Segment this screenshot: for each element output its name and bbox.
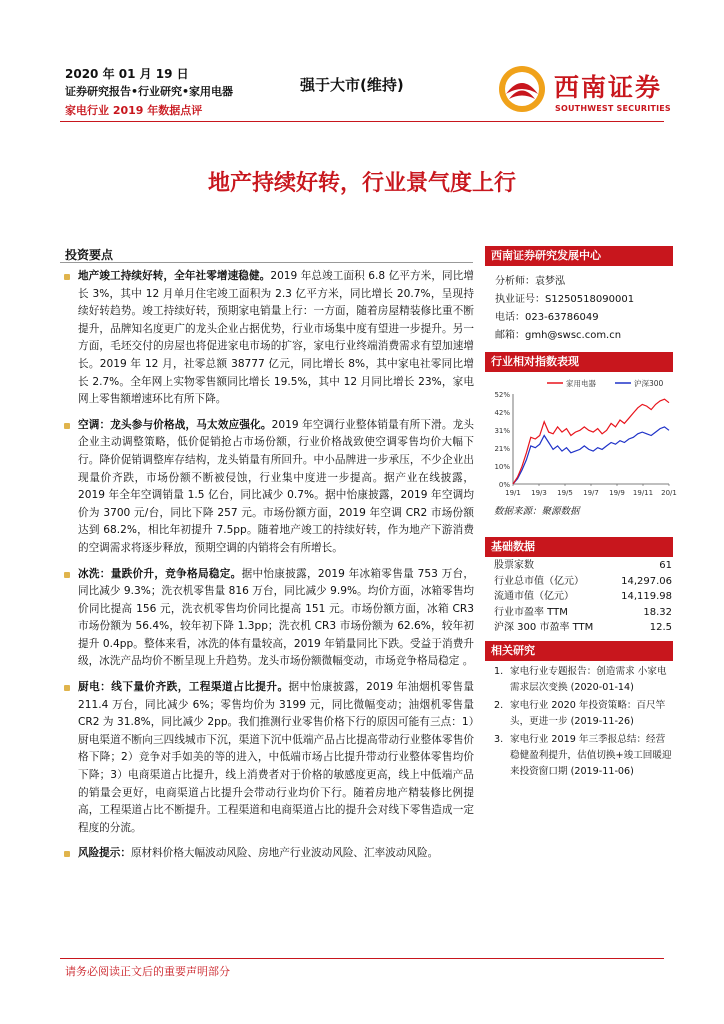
section-label: 投资要点: [65, 248, 114, 262]
related-item-number: 1.: [494, 666, 504, 677]
related-research-header: 相关研究: [485, 641, 673, 661]
analyst-info: [495, 273, 683, 345]
x-tick-label: 19/11: [632, 489, 654, 497]
related-item[interactable]: [494, 698, 672, 730]
series-line: [513, 427, 669, 484]
legend-label: 家用电器: [566, 379, 596, 388]
bullet-text: 原材料价格大幅波动风险、房地产行业波动风险、汇率波动风险。: [130, 847, 439, 860]
bullet-heading: 风险提示：: [78, 847, 131, 860]
footer-disclaimer: 请务必阅读正文后的重要声明部分: [65, 965, 230, 978]
company-logo: [497, 62, 672, 120]
bullet-icon: [64, 572, 70, 578]
chart-source: 数据来源：聚源数据: [494, 506, 580, 517]
research-center-header: 西南证券研究发展中心: [485, 246, 673, 266]
basic-data-header: 基础数据: [485, 537, 673, 557]
basic-data-row: [494, 620, 672, 636]
bullet-icon: [64, 851, 70, 857]
stat-label: 股票家数: [494, 560, 534, 571]
bullet-heading: 厨电：线下量价齐跌，工程渠道占比提升。: [78, 681, 289, 694]
related-item[interactable]: [494, 732, 672, 780]
investment-points: [62, 268, 474, 871]
y-tick-label: 21%: [494, 445, 510, 453]
x-tick-label: 19/3: [531, 489, 547, 497]
legend-label: 沪深300: [634, 379, 664, 388]
related-item-number: 3.: [494, 734, 504, 745]
bullet-text: 2019 年空调行业整体销量有所下滑。龙头企业主动调整策略，低价促销抢占市场份额，行业价格战致使空调零售均价大幅下行。降价促销调整库存结构，龙头销量有所回升。中小品牌进一步承压，不少企业出现量价齐跌，市场份额不断被侵蚀，行业集中度进一步提高。据产业在线披露，2019 年全年空调销量 1.5 亿台，同比减少 0.7%。据中怡康披露，2019 年空调均价为 3700 元/台，同比下降 257 元。市场份额方面，2019 年空调 CR2 市场份额达到 68.2%，相比年初提升 7.5pp。随着地产竣工的持续好转，作为地产下游消费的空调需求将逐步释放，预期空调的内销将会有所增长。: [78, 418, 475, 554]
footer-divider: [60, 958, 664, 959]
bullet-point: [62, 566, 474, 672]
bullet-point: [62, 845, 474, 863]
relative-index-chart: [485, 374, 677, 500]
y-tick-label: 10%: [494, 463, 510, 471]
report-type: 证券研究报告•行业研究•家用电器: [65, 85, 234, 98]
related-item-text: 家电行业 2019 年三季报总结：经营稳健盈利提升，估值切换+竣工回暖迎来投资窗口期 (2019-11-06): [510, 734, 672, 777]
related-item-text: 家电行业 2020 年投资策略：百尺竿头，更进一步 (2019-11-26): [510, 700, 666, 727]
section-divider: [60, 262, 473, 263]
x-tick-label: 19/1: [505, 489, 521, 497]
bullet-icon: [64, 685, 70, 691]
header-divider: [60, 121, 664, 122]
y-tick-label: 31%: [494, 427, 510, 435]
analyst-license: 执业证号：S1250518090001: [495, 294, 635, 305]
stat-value: 14,297.06: [621, 575, 672, 587]
bullet-point: [62, 417, 474, 558]
stat-value: 61: [659, 560, 672, 571]
bullet-text: 据中怡康披露，2019 年冰箱零售量 753 万台，同比减少 9.3%；洗衣机零售量 816 万台，同比减少 9.9%。均价方面，冰箱零售均价同比提高 156 元，洗衣机零售均价同比提高 151 元。市场份额方面，冰箱 CR3 市场份额为 56.4%，较年初下降 1.3pp；洗衣机 CR3 市场份额为 62.6%，较年初提升 0.4pp。整体来看，冰洗的体有量较高，2019 年销量同比下跌。受益于消费升级，冰洗产品均价不断呈现上升趋势。龙头市场份额微幅变动，市场竞争格局稳定 。: [78, 567, 474, 668]
bullet-point: [62, 679, 474, 837]
y-tick-label: 52%: [494, 391, 510, 399]
related-item[interactable]: [494, 664, 672, 696]
bullet-point: [62, 268, 474, 409]
x-tick-label: 19/7: [583, 489, 599, 497]
stat-label: 行业总市值（亿元）: [494, 575, 584, 587]
bullet-heading: 空调：龙头参与价格战，马太效应强化。: [78, 418, 272, 431]
basic-data-row: [494, 589, 672, 605]
y-tick-label: 42%: [494, 409, 510, 417]
report-subtitle: 家电行业 2019 年数据点评: [65, 104, 203, 117]
stat-label: 流通市值（亿元）: [494, 591, 574, 602]
report-title: 地产持续好转，行业景气度上行: [207, 171, 516, 196]
related-research-list: [494, 664, 672, 782]
stat-label: 沪深 300 市盈率 TTM: [494, 622, 594, 633]
x-tick-label: 20/1: [661, 489, 677, 497]
chart-header: 行业相对指数表现: [485, 352, 673, 372]
bullet-icon: [64, 274, 70, 280]
bullet-heading: 地产竣工持续好转，全年社零增速稳健。: [78, 270, 271, 282]
basic-data-row: [494, 558, 672, 574]
basic-data-row: [494, 605, 672, 621]
bullet-text: 据中怡康披露，2019 年油烟机零售量 211.4 万台，同比减少 6%；零售均价为 3199 元，同比微幅变动；油烟机零售量 CR2 为 31.8%，同比减少 2pp。我们推测行业零售价格下行的原因可能有三点：1）厨电渠道不断向三四线城市下沉，渠道下沉中低端产品占比提高带动行业整体零售价格下降；2）竞争对手如美的等的进入，中低端市场占比提升带动行业整体零售均价下降；3）电商渠道占比提升，线上消费者对于价格的敏感度更高，线上中低端产品的销量会更好，电商渠道占比提升会带动行业均价下行。随着房地产精装修比例提高，工程渠道占比不断提升。工程渠道和电商渠道占比的提升会对线下零售造成一定程度的分流。: [78, 681, 475, 834]
rating: 强于大市(维持): [300, 76, 404, 94]
logo-emblem-icon: [497, 64, 547, 114]
series-line: [513, 399, 669, 484]
basic-data-table: [494, 558, 672, 636]
analyst-phone: 电话：023-63786049: [495, 312, 599, 323]
analyst-name: 分析师：袁梦泓: [495, 276, 565, 287]
stat-value: 18.32: [643, 606, 672, 618]
report-date: 2020 年 01 月 19 日: [65, 67, 189, 81]
stat-value: 12.5: [649, 622, 672, 633]
y-tick-label: 0%: [498, 481, 510, 489]
related-item-text: 家电行业专题报告：创造需求 小家电需求层次变换 (2020-01-14): [510, 666, 667, 693]
x-tick-label: 19/9: [609, 489, 625, 497]
x-tick-label: 19/5: [557, 489, 573, 497]
logo-text-cn: 西南证券: [554, 73, 663, 102]
bullet-heading: 冰洗：量跌价升，竞争格局稳定。: [78, 567, 242, 580]
stat-value: 14,119.98: [621, 591, 672, 602]
logo-text-en: SOUTHWEST SECURITIES: [555, 104, 671, 113]
basic-data-row: [494, 574, 672, 590]
analyst-email: 邮箱：gmh@swsc.com.cn: [495, 330, 622, 341]
bullet-icon: [64, 423, 70, 429]
stat-label: 行业市盈率 TTM: [494, 606, 568, 618]
related-item-number: 2.: [494, 700, 504, 711]
bullet-text: 2019 年总竣工面积 6.8 亿平方米，同比增长 3%，其中 12 月单月住宅竣工面积为 2.3 亿平方米，同比增长 20.7%，呈现持续好转趋势。竣工持续好转，预期家电销量上行：一方面，随着房屋精装修比重不断提升，品牌知名度更广的龙头企业占据优势，行业市场集中度有望进一步提升。另一方面，毛坯交付的房屋也将促进家电市场的扩容，家电行业终端消费需求有望加速增长。2019 年 12 月，社零总额 38777 亿元，同比增长 8%，其中家电社零同比增长 2.7%。全年网上实物零售额同比增长 19.5%，其中 12 月同比增长 23%，家电网上零售额增速环比有所下降。: [78, 270, 474, 406]
